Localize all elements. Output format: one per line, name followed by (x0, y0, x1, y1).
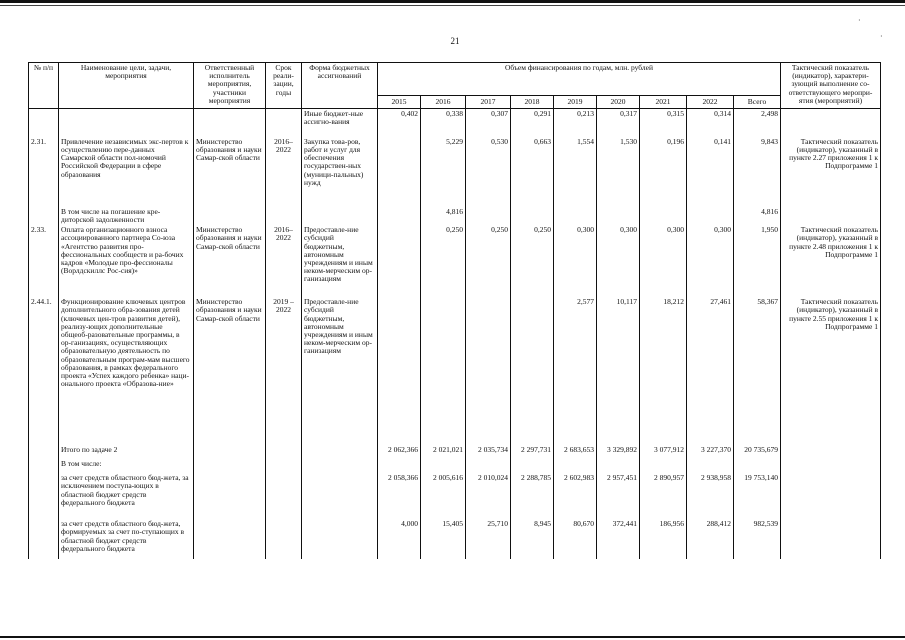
row-year-value (466, 297, 511, 445)
row-total-value: 2,498 (734, 109, 781, 137)
row-year-value: 0,250 (466, 225, 511, 297)
row-year-value: 4,000 (378, 519, 421, 559)
row-name: Привлечение независимых экс-пертов к осуществлению пере-данных Самарской области пол-номочий Российской Федерации в сфере образования (59, 137, 194, 207)
row-form: Предоставле-ние субсидий бюджетным, автономным учреждениям и иным неком-мерческим ор-ганизациям (302, 225, 378, 297)
row-year-value: 0,307 (466, 109, 511, 137)
row-term (266, 473, 302, 519)
row-indicator (781, 473, 881, 519)
row-year-value: 15,405 (421, 519, 466, 559)
row-indicator (781, 207, 881, 225)
table-row (29, 109, 881, 137)
row-number: 2.33. (29, 225, 59, 297)
row-name: Оплата организационного взноса ассоциированного партнера Со-юза «Агентство развития про-фессиональных сообществ и ра-бочих кадров «Молодые про-фессионалы (Ворлдскиллс Рос-сия)» (59, 225, 194, 297)
row-year-value: 25,710 (466, 519, 511, 559)
row-year-value: 80,670 (554, 519, 597, 559)
row-year-value (597, 207, 640, 225)
row-year-value (687, 459, 734, 473)
row-year-value (378, 459, 421, 473)
row-indicator (781, 109, 881, 137)
row-number (29, 519, 59, 559)
header-finance: Объем финансирования по годам, млн. рублей (378, 63, 781, 96)
row-responsible (194, 445, 266, 459)
table-row (29, 207, 881, 225)
row-number (29, 109, 59, 137)
header-row (29, 63, 881, 96)
row-year-value: 1,554 (554, 137, 597, 207)
row-number: 2.31. (29, 137, 59, 207)
row-year-value: 0,530 (466, 137, 511, 207)
table-row (29, 225, 881, 297)
row-year-value: 372,441 (597, 519, 640, 559)
header-name: Наименование цели, задачи, мероприятия (59, 63, 194, 109)
row-form (302, 473, 378, 519)
row-name: В том числе на погашение кре-диторской задолженности (59, 207, 194, 225)
row-form: Иные бюджет-ные ассигно-вания (302, 109, 378, 137)
header-year: 2017 (466, 96, 511, 109)
row-year-value: 8,945 (511, 519, 554, 559)
top-border (0, 0, 905, 3)
table-row (29, 473, 881, 519)
row-term (266, 459, 302, 473)
row-total-value: 1,950 (734, 225, 781, 297)
row-year-value: 0,338 (421, 109, 466, 137)
row-responsible (194, 519, 266, 559)
scan-dot: · (858, 16, 861, 25)
row-total-value: 20 735,679 (734, 445, 781, 459)
financing-table (28, 62, 881, 559)
row-total-value: 19 753,140 (734, 473, 781, 519)
row-responsible (194, 473, 266, 519)
row-year-value: 0,402 (378, 109, 421, 137)
row-year-value: 10,117 (597, 297, 640, 445)
row-year-value: 2 005,616 (421, 473, 466, 519)
row-indicator (781, 445, 881, 459)
row-year-value (511, 459, 554, 473)
row-year-value: 0,300 (640, 225, 687, 297)
row-year-value: 0,315 (640, 109, 687, 137)
row-year-value: 27,461 (687, 297, 734, 445)
row-year-value: 0,300 (597, 225, 640, 297)
row-number (29, 207, 59, 225)
row-name: за счет средств областного бюд-жета, за исключением поступа-ющих в областной бюджет средств федерального бюджета (59, 473, 194, 519)
header-year: 2015 (378, 96, 421, 109)
row-year-value: 2 890,957 (640, 473, 687, 519)
row-total-value: 58,367 (734, 297, 781, 445)
row-year-value: 5,229 (421, 137, 466, 207)
row-number (29, 473, 59, 519)
row-year-value (378, 297, 421, 445)
row-year-value (378, 137, 421, 207)
row-name: В том числе: (59, 459, 194, 473)
row-name: за счет средств областного бюд-жета, формируемых за счет по-ступающих в областной бюджет средств федерального бюджета (59, 519, 194, 559)
row-year-value (554, 459, 597, 473)
row-year-value (640, 207, 687, 225)
row-responsible: Министерство образования и науки Самар-ской области (194, 225, 266, 297)
header-year: 2022 (687, 96, 734, 109)
header-year: 2020 (597, 96, 640, 109)
row-term (266, 445, 302, 459)
table-row (29, 137, 881, 207)
table-row (29, 297, 881, 445)
row-term (266, 109, 302, 137)
header-year: 2016 (421, 96, 466, 109)
header-year: 2019 (554, 96, 597, 109)
row-year-value (554, 207, 597, 225)
row-form: Предоставле-ние субсидий бюджетным, автономным учреждениям и иным неком-мерческим ор-ганизациям (302, 297, 378, 445)
row-year-value: 3 227,370 (687, 445, 734, 459)
row-year-value: 0,141 (687, 137, 734, 207)
table-row (29, 519, 881, 559)
row-year-value: 3 329,892 (597, 445, 640, 459)
row-year-value: 0,300 (687, 225, 734, 297)
row-year-value (687, 207, 734, 225)
row-year-value (511, 207, 554, 225)
row-year-value: 2 297,731 (511, 445, 554, 459)
header-responsible: Ответственный исполнитель мероприятия, участники мероприятия (194, 63, 266, 109)
row-responsible (194, 459, 266, 473)
header-term: Срок реали-зации, годы (266, 63, 302, 109)
row-year-value: 0,250 (421, 225, 466, 297)
row-year-value: 0,300 (554, 225, 597, 297)
row-year-value: 0,196 (640, 137, 687, 207)
row-year-value (466, 207, 511, 225)
header-year: 2021 (640, 96, 687, 109)
row-year-value (378, 225, 421, 297)
row-term: 2019 – 2022 (266, 297, 302, 445)
table-row (29, 445, 881, 459)
row-year-value: 18,212 (640, 297, 687, 445)
row-name: Функционирование ключевых центров дополнительного обра-зования детей (ключевых цен-тров развития детей), реализу-ющих дополнительные общеоб-разовательные программы, в ор-ганизациях, осуществляющих образовательную деятельность по образовательным програм-мам высшего образования, в рамках федерального проекта «Успех каждого ребенка» наци-онального проекта «Образова-ние» (59, 297, 194, 445)
row-year-value: 0,250 (511, 225, 554, 297)
row-year-value (511, 297, 554, 445)
row-year-value: 0,291 (511, 109, 554, 137)
row-responsible: Министерство образования и науки Самар-ской области (194, 297, 266, 445)
row-total-value: 4,816 (734, 207, 781, 225)
row-form: Закупка това-ров, работ и услуг для обеспечения государствен-ных (муници-пальных) нужд (302, 137, 378, 207)
row-year-value: 0,213 (554, 109, 597, 137)
table-row (29, 459, 881, 473)
row-term (266, 207, 302, 225)
row-year-value (421, 297, 466, 445)
row-indicator (781, 519, 881, 559)
row-year-value (421, 459, 466, 473)
header-indicator: Тактический показатель (индикатор), характери-зующий выполнение со-ответствующего меропри-ятия (мероприятий) (781, 63, 881, 109)
row-year-value: 2 683,653 (554, 445, 597, 459)
row-year-value: 2,577 (554, 297, 597, 445)
row-year-value: 2 058,366 (378, 473, 421, 519)
row-year-value (378, 207, 421, 225)
row-responsible (194, 207, 266, 225)
row-responsible (194, 109, 266, 137)
row-year-value: 2 602,983 (554, 473, 597, 519)
header-total: Всего (734, 96, 781, 109)
row-year-value (597, 459, 640, 473)
row-year-value: 3 077,912 (640, 445, 687, 459)
row-year-value: 288,412 (687, 519, 734, 559)
bottom-border (0, 636, 905, 638)
row-year-value: 2 021,021 (421, 445, 466, 459)
row-indicator: Тактический показатель (индикатор), указанный в пункте 2.48 приложения 1 к Подпрограмме 1 (781, 225, 881, 297)
row-form (302, 459, 378, 473)
row-year-value (640, 459, 687, 473)
row-year-value: 2 062,366 (378, 445, 421, 459)
row-form (302, 445, 378, 459)
row-indicator: Тактический показатель (индикатор), указанный в пункте 2.55 приложения 1 к Подпрограмме 1 (781, 297, 881, 445)
page-number: 21 (450, 36, 460, 46)
row-name (59, 109, 194, 137)
row-number (29, 445, 59, 459)
row-term (266, 519, 302, 559)
row-indicator: Тактический показатель (индикатор), указанный в пункте 2.27 приложения 1 к Подпрограмме 1 (781, 137, 881, 207)
row-term: 2016–2022 (266, 225, 302, 297)
row-year-value: 2 938,958 (687, 473, 734, 519)
row-year-value: 0,314 (687, 109, 734, 137)
row-number: 2.44.1. (29, 297, 59, 445)
row-indicator (781, 459, 881, 473)
header-num: № п/п (29, 63, 59, 109)
row-year-value: 186,956 (640, 519, 687, 559)
header-year: 2018 (511, 96, 554, 109)
row-year-value: 0,317 (597, 109, 640, 137)
row-year-value: 2 957,451 (597, 473, 640, 519)
row-year-value: 4,816 (421, 207, 466, 225)
row-total-value: 9,843 (734, 137, 781, 207)
top-border-thin (0, 5, 905, 6)
row-year-value: 0,663 (511, 137, 554, 207)
row-responsible: Министерство образования и науки Самар-ской области (194, 137, 266, 207)
row-year-value: 2 010,024 (466, 473, 511, 519)
row-total-value: 982,539 (734, 519, 781, 559)
scan-dot: · (880, 32, 883, 41)
row-term: 2016–2022 (266, 137, 302, 207)
row-year-value: 1,530 (597, 137, 640, 207)
header-form: Форма бюджетных ассигнований (302, 63, 378, 109)
row-year-value: 2 035,734 (466, 445, 511, 459)
row-year-value (466, 459, 511, 473)
row-number (29, 459, 59, 473)
row-form (302, 519, 378, 559)
row-form (302, 207, 378, 225)
row-name: Итого по задаче 2 (59, 445, 194, 459)
row-total-value (734, 459, 781, 473)
row-year-value: 2 288,785 (511, 473, 554, 519)
